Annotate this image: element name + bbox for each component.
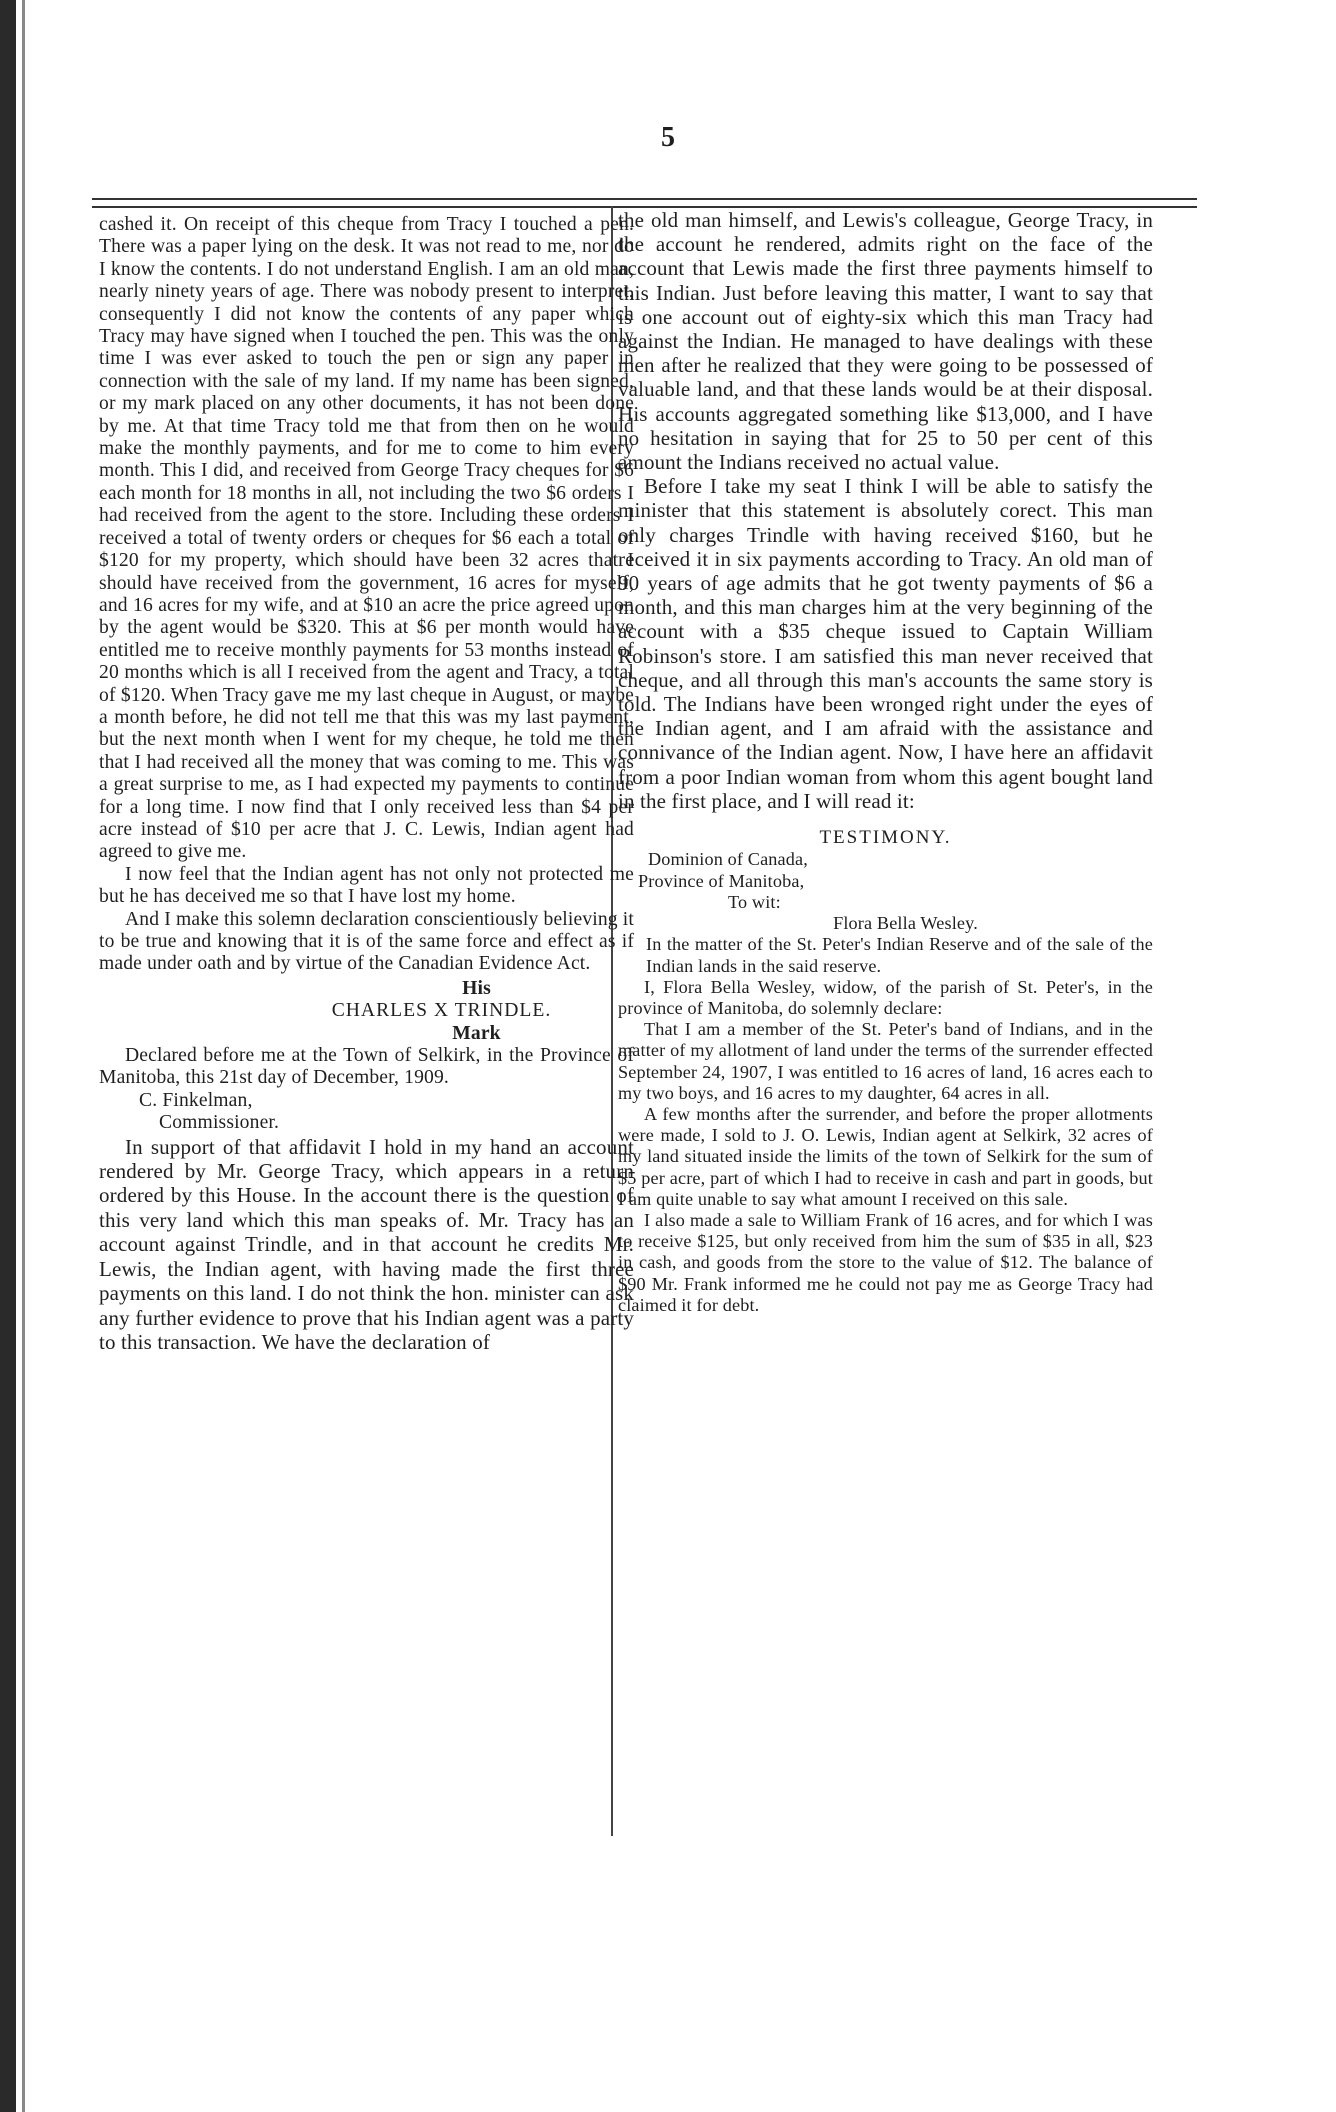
page-edge [0, 0, 16, 2112]
signature-name: CHARLES X TRINDLE. [331, 1000, 552, 1022]
right-column [618, 208, 1153, 1316]
paragraph: A few months after the surrender, and before the proper allotments were made, I sold to J. O. Lewis, Indian agent at Selkirk, 32 acres of my land situated inside the limits of the town of Selkirk for the sum of $5 per acre, part of which I had to receive in cash and part in goods, but I am quite unable to say what amount I received on this sale. [618, 1103, 1153, 1209]
jurisdiction-line: To wit: [728, 891, 781, 912]
jurisdiction-line: Province of Manitoba, [638, 870, 805, 891]
signature-mark: Mark [452, 1022, 501, 1044]
paragraph: And I make this solemn declaration conscientiously believing it to be true and knowing that it is of the same force and effect as if made under oath and by virtue of the Canadian Evidence Act. [99, 908, 634, 975]
paragraph: That I am a member of the St. Peter's band of Indians, and in the matter of my allotment of land under the terms of the surrender effected September 24, 1907, I was entitled to 16 acres of land, 16 acres each to my two boys, and 16 acres to my daughter, 64 acres in all. [618, 1019, 1153, 1103]
left-column [99, 214, 634, 1354]
page-number: 5 [661, 122, 675, 153]
commissioner-name: C. Finkelman, [139, 1089, 253, 1111]
paragraph: I also made a sale to William Frank of 16 acres, and for which I was to receive $125, but only received from him the sum of $35 in all, $23 in cash, and goods from the store to the value of $12. The balance of $90 Mr. Frank informed me he could not pay me as George Tracy had claimed it for debt. [618, 1209, 1153, 1315]
declarant-name: Flora Bella Wesley. [833, 913, 978, 934]
declaration-statement: Declared before me at the Town of Selkirk, in the Province of Manitoba, this 21st day of December, 1909. [99, 1045, 634, 1089]
paragraph: cashed it. On receipt of this cheque from Tracy I touched a pen. There was a paper lying on the desk. It was not read to me, nor do I know the contents. I do not understand English. I am an old man, nearly ninety years of age. There was nobody present to interpret, consequently I did not know the contents of any paper which Tracy may have signed when I touched the pen. This was the only time I was ever asked to touch the pen or sign any paper in connection with the sale of my land. If my name has been signed, or my mark placed on any other documents, it has not been done by me. At that time Tracy told me that from then on he would make the monthly payments, and for me to come to him every month. This I did, and received from George Tracy cheques for $6 each month for 18 months in all, not including the two $6 orders I had received from the agent to the store. Including these orders I received a total of twenty orders or cheques for $6 each a total of $120 for my property, which should have been 32 acres that I should have received from the government, 16 acres for myself, and 16 acres for my wife, and at $10 an acre the price agreed upon by the agent would be $320. This at $6 per month would have entitled me to receive monthly payments for 53 months instead of 20 months which is all I received from the agent and Tracy, a total of $120. When Tracy gave me my last cheque in August, or maybe a month before, he did not tell me that this was my last payment, but the next month when I went for my cheque, he told me then that I had received all the money that was coming to me. This was a great surprise to me, as I had expected my payments to continue for a long time. I now find that I only received less than $4 per acre instead of $10 per acre that J. C. Lewis, Indian agent had agreed to give me. [99, 214, 634, 863]
paragraph: the old man himself, and Lewis's colleague, George Tracy, in the account he rendered, admits right on the face of the account that Lewis made the first three payments himself to this Indian. Just before leaving this matter, I want to say that is one account out of eighty-six which this man Tracy had against the Indian. He managed to have dealings with these men after he realized that they were going to be possessed of valuable land, and that these lands would be at their disposal. His accounts aggregated something like $13,000, and I have no hesitation in saying that for 25 to 50 per cent of this amount the Indians received no actual value. [618, 208, 1153, 475]
testimony-heading: TESTIMONY. [819, 827, 952, 849]
commissioner-title: Commissioner. [159, 1112, 280, 1134]
paragraph: I, Flora Bella Wesley, widow, of the parish of St. Peter's, in the province of Manitoba, do solemnly declare: [618, 976, 1153, 1018]
header-rule [92, 198, 1197, 200]
jurisdiction-line: Dominion of Canada, [648, 849, 808, 870]
signature-his: His [462, 977, 491, 999]
matter-statement: In the matter of the St. Peter's Indian Reserve and of the sale of the Indian lands in the said reserve. [646, 934, 1153, 976]
paragraph: In support of that affidavit I hold in my hand an account rendered by Mr. George Tracy, which appears in a return ordered by this House. In the account there is the question of this very land which this man speaks of. Mr. Tracy has an account against Trindle, and in that account he credits Mr. Lewis, the Indian agent, with having made the first three payments on this land. I do not think the hon. minister can ask any further evidence to prove that his Indian agent was a party to this transaction. We have the declaration of [99, 1134, 634, 1354]
paragraph: I now feel that the Indian agent has not only not protected me but he has deceived me so that I have lost my home. [99, 863, 634, 908]
paragraph: Before I take my seat I think I will be able to satisfy the minister that this statement is absolutely corect. This man only charges Trindle with having received $160, but he received it in six payments according to Tracy. An old man of 90 years of age admits that he got twenty payments of $6 a month, and this man charges him at the very beginning of the account with a $35 cheque issued to Captain William Robinson's store. I am satisfied this man never received that cheque, and all through this man's accounts the same story is told. The Indians have been wronged right under the eyes of the Indian agent, and I am afraid with the assistance and connivance of the Indian agent. Now, I have here an affidavit from a poor Indian woman from whom this agent bought land in the first place, and I will read it: [618, 474, 1153, 813]
page-edge-line [22, 0, 25, 2112]
